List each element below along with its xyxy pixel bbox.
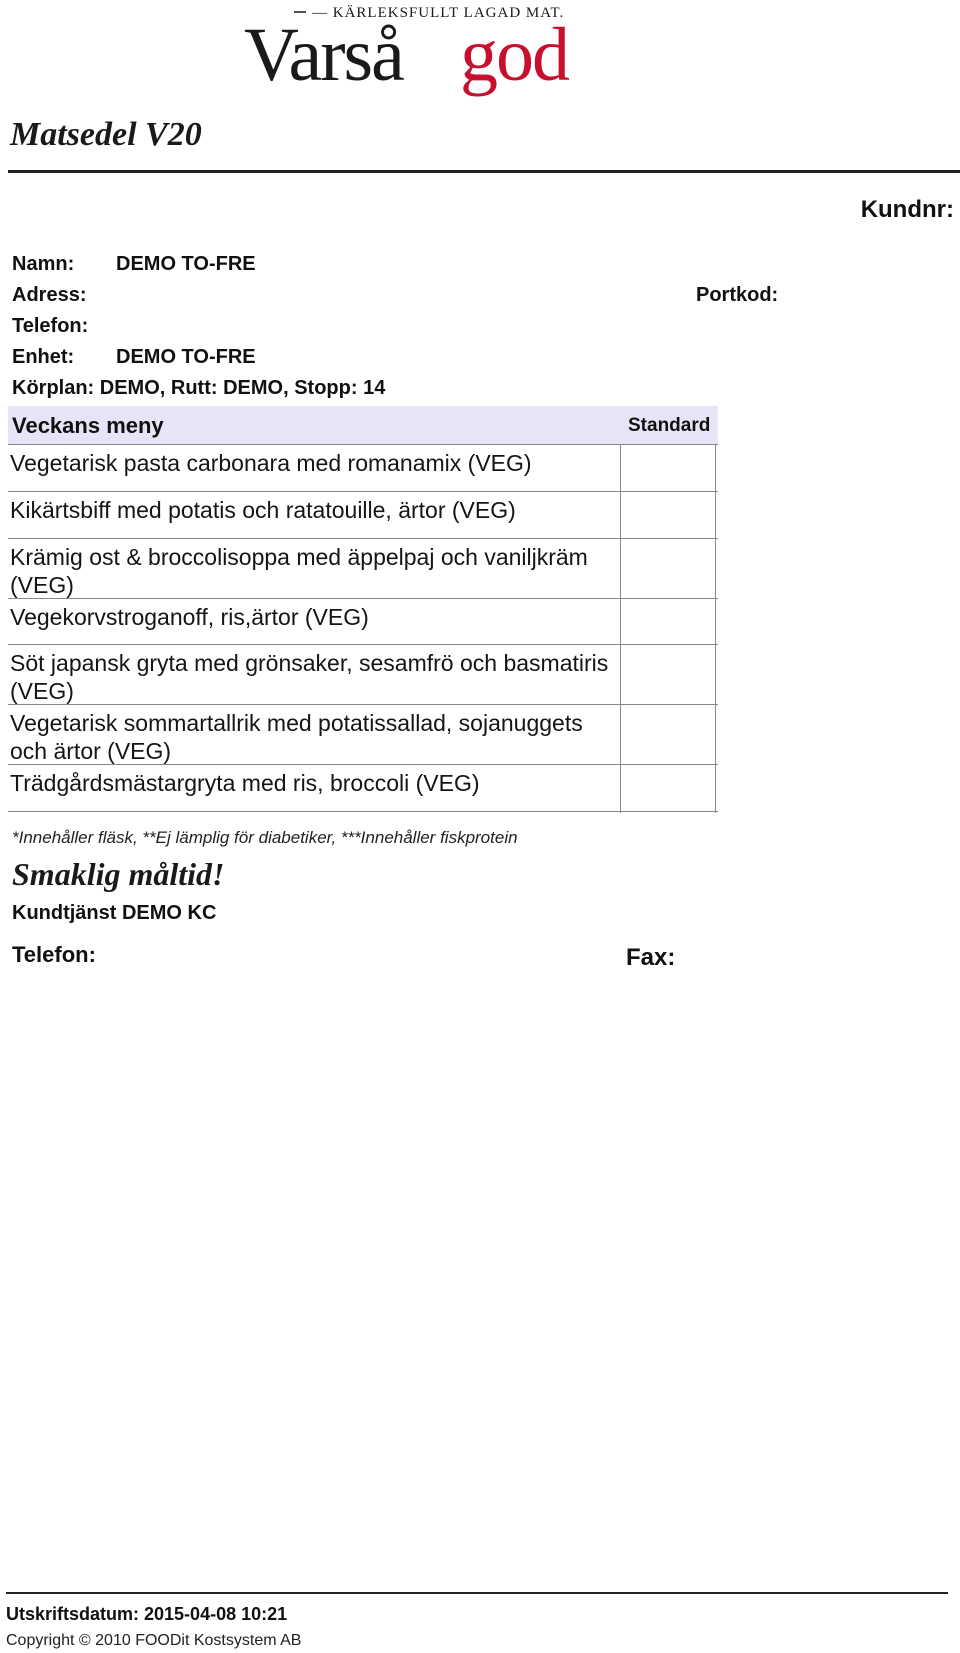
menu-item-text: Krämig ost & broccolisoppa med äppelpaj och vaniljkräm (VEG) xyxy=(10,544,588,598)
kundnr-label: Kundnr: xyxy=(860,196,954,223)
adress-label: Adress: xyxy=(12,284,87,306)
menu-item-text: Söt japansk gryta med grönsaker, sesamfrö och basmatiris (VEG) xyxy=(10,650,609,704)
standard-checkbox-cell[interactable] xyxy=(620,492,716,540)
menu-row xyxy=(8,705,718,765)
menu-header xyxy=(8,406,718,444)
namn-row xyxy=(12,252,256,276)
weekly-menu-table xyxy=(8,406,718,812)
standard-checkbox-cell[interactable] xyxy=(620,765,716,813)
menu-row xyxy=(8,539,718,599)
menu-item-text: Vegekorvstroganoff, ris,ärtor (VEG) xyxy=(10,604,369,630)
print-date: Utskriftsdatum: 2015-04-08 10:21 xyxy=(6,1604,288,1624)
standard-checkbox-cell[interactable] xyxy=(620,645,716,706)
menu-row xyxy=(8,599,718,645)
enhet-label: Enhet: xyxy=(12,346,75,368)
menu-row xyxy=(8,765,718,812)
korplan-row: Körplan: DEMO, Rutt: DEMO, Stopp: 14 xyxy=(12,377,386,399)
kundtjanst-label: Kundtjänst DEMO KC xyxy=(12,902,217,924)
menu-item-text: Vegetarisk pasta carbonara med romanamix (VEG) xyxy=(10,450,532,476)
standard-checkbox-cell[interactable] xyxy=(620,445,716,493)
header-divider xyxy=(8,170,960,173)
standard-checkbox-cell[interactable] xyxy=(620,705,716,766)
standard-checkbox-cell[interactable] xyxy=(620,599,716,646)
standard-column-header: Standard xyxy=(628,415,711,436)
brand-name-part1: Varså xyxy=(244,13,403,97)
portkod-label: Portkod: xyxy=(696,284,779,306)
brand-name-part2: god xyxy=(460,13,568,97)
enhet-row xyxy=(12,345,256,369)
allergen-footnote: *Innehåller fläsk, **Ej lämplig för diabetiker, ***Innehåller fiskprotein xyxy=(12,828,518,847)
menu-heading: Veckans meny xyxy=(12,413,164,438)
enhet-value: DEMO TO-FRE xyxy=(116,346,256,368)
menu-item-text: Trädgårdsmästargryta med ris, broccoli (VEG) xyxy=(10,770,480,796)
smaklig-maltid: Smaklig måltid! xyxy=(12,856,225,892)
menu-item-text: Kikärtsbiff med potatis och ratatouille, ärtor (VEG) xyxy=(10,497,516,523)
brand-tagline: — KÄRLEKSFULLT LAGAD MAT. xyxy=(312,5,565,21)
footer-divider xyxy=(6,1592,948,1594)
fax-label: Fax: xyxy=(626,944,676,971)
copyright: Copyright © 2010 FOODit Kostsystem AB xyxy=(6,1632,302,1649)
standard-checkbox-cell[interactable] xyxy=(620,539,716,600)
telefon-label: Telefon: xyxy=(12,315,89,337)
menu-rows xyxy=(8,444,718,812)
brand-logo xyxy=(244,0,600,112)
page-title: Matsedel V20 xyxy=(10,116,202,153)
brand-logo-graphic xyxy=(244,0,600,112)
kundtjanst-telefon-label: Telefon: xyxy=(12,942,96,967)
menu-row xyxy=(8,492,718,539)
adress-row xyxy=(12,283,116,307)
namn-label: Namn: xyxy=(12,253,75,275)
menu-row xyxy=(8,645,718,705)
menu-row xyxy=(8,445,718,492)
namn-value: DEMO TO-FRE xyxy=(116,253,256,275)
telefon-row xyxy=(12,314,116,338)
menu-item-text: Vegetarisk sommartallrik med potatissallad, sojanuggets och ärtor (VEG) xyxy=(10,710,583,764)
